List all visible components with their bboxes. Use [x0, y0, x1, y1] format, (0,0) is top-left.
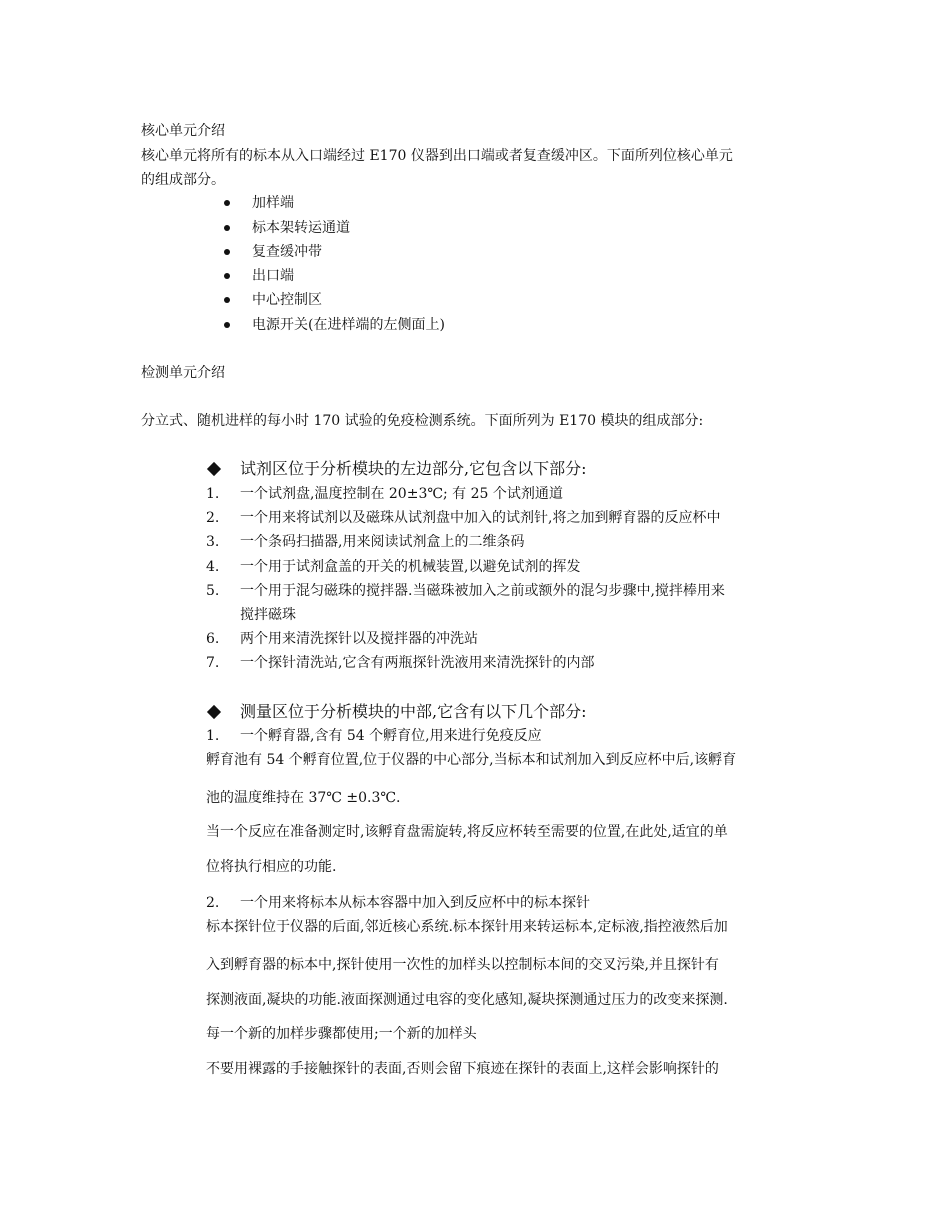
- list-item: 两个用来清洗探针以及搅拌器的冲洗站: [240, 631, 478, 647]
- list-item: 出口端: [252, 268, 294, 284]
- list-item: 复查缓冲带: [252, 244, 322, 260]
- bullet-icon: [224, 322, 230, 328]
- diamond-bullet-icon: [207, 462, 221, 476]
- bullet-icon: [224, 225, 230, 231]
- measure-p2-line1: 当一个反应在准备测定时,该孵育盘需旋转,将反应杯转至需要的位置,在此处,适宜的单: [206, 824, 728, 840]
- measure-item-1: 一个孵育器,含有 54 个孵育位,用来进行免疫反应: [240, 728, 542, 744]
- list-item-continuation: 搅拌磁珠: [240, 607, 296, 623]
- list-item: 一个试剂盘,温度控制在 20±3℃; 有 25 个试剂通道: [240, 486, 563, 502]
- measure-p3-line3: 探测液面,凝块的功能.液面探测通过电容的变化感知,凝块探测通过压力的改变来探测.: [206, 992, 728, 1008]
- list-item: 一个条码扫描器,用来阅读试剂盒上的二维条码: [240, 534, 525, 550]
- list-item: 一个探针清洗站,它含有两瓶探针洗液用来清洗探针的内部: [240, 655, 595, 671]
- measure-p3-line2: 入到孵育器的标本中,探针使用一次性的加样头以控制标本间的交叉污染,并且探针有: [206, 957, 719, 973]
- bullet-icon: [224, 200, 230, 206]
- core-intro-line1: 核心单元将所有的标本从入口端经过 E170 仪器到出口端或者复查缓冲区。下面所列位核心单元: [141, 148, 733, 164]
- measure-p2-line2: 位将执行相应的功能.: [206, 859, 337, 875]
- core-intro-line2: 的组成部分。: [141, 172, 225, 188]
- detect-intro: 分立式、随机进样的每小时 170 试验的免疫检测系统。下面所列为 E170 模块的组成部分:: [141, 413, 704, 429]
- reagent-heading: 试剂区位于分析模块的左边部分,它包含以下部分:: [240, 459, 587, 478]
- list-number: 6.: [206, 631, 220, 647]
- list-item: 加样端: [252, 195, 294, 211]
- list-item: 一个用于试剂盒盖的开关的机械装置,以避免试剂的挥发: [240, 559, 581, 575]
- list-number: 2.: [206, 510, 220, 526]
- list-item: 一个用于混匀磁珠的搅拌器.当磁珠被加入之前或额外的混匀步骤中,搅拌棒用来: [240, 583, 725, 599]
- list-item: 中心控制区: [252, 292, 322, 308]
- list-number: 7.: [206, 655, 220, 671]
- measure-heading: 测量区位于分析模块的中部,它含有以下几个部分:: [240, 702, 587, 721]
- list-number: 5.: [206, 583, 220, 599]
- measure-p3-line1: 标本探针位于仪器的后面,邻近核心系统.标本探针用来转运标本,定标液,指控液然后加: [206, 919, 728, 935]
- measure-p3-line4: 每一个新的加样步骤都使用;一个新的加样头: [206, 1026, 477, 1042]
- measure-p1-line2: 池的温度维持在 37℃ ±0.3℃.: [206, 790, 401, 806]
- list-item: 电源开关(在进样端的左侧面上): [252, 317, 445, 333]
- list-number: 1.: [206, 486, 220, 502]
- measure-p4-line1: 不要用裸露的手接触探针的表面,否则会留下痕迹在探针的表面上,这样会影响探针的: [206, 1061, 719, 1077]
- list-number: 2.: [206, 895, 220, 911]
- bullet-icon: [224, 249, 230, 255]
- measure-p1-line1: 孵育池有 54 个孵育位置,位于仪器的中心部分,当标本和试剂加入到反应杯中后,该孵育: [206, 752, 737, 768]
- list-number: 4.: [206, 559, 220, 575]
- core-title: 核心单元介绍: [141, 123, 225, 139]
- list-item: 一个用来将试剂以及磁珠从试剂盘中加入的试剂针,将之加到孵育器的反应杯中: [240, 510, 721, 526]
- list-number: 3.: [206, 534, 220, 550]
- list-item: 标本架转运通道: [252, 220, 350, 236]
- bullet-icon: [224, 273, 230, 279]
- bullet-icon: [224, 297, 230, 303]
- measure-item-2: 一个用来将标本从标本容器中加入到反应杯中的标本探针: [240, 895, 590, 911]
- detect-title: 检测单元介绍: [141, 365, 225, 381]
- diamond-bullet-icon: [207, 705, 221, 719]
- list-number: 1.: [206, 728, 220, 744]
